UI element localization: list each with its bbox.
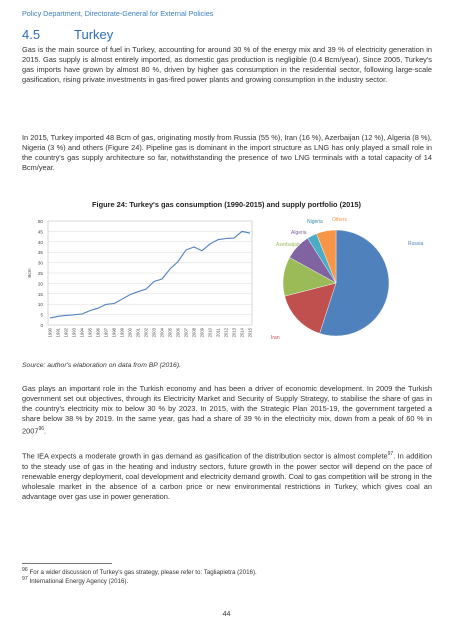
x-tick-label: 2008 <box>191 328 197 338</box>
section-heading <box>22 27 113 42</box>
pie-label-iran: Iran <box>271 335 280 341</box>
paragraph-2: In 2015, Turkey imported 48 Bcm of gas, originating mostly from Russia (55 %), Iran (16 %), Azerbaijan (12 %), Algeria (8 %), Nigeria (3 %) and others (Figure 24). Pipeline gas is dominant in the import structure as LNG has only played a small role in the country's gas supply architecture so far, notwithstanding the presence of two LNG terminals with a total capacity of 14 Bcm/year. <box>22 133 432 173</box>
x-tick-label: 1997 <box>103 328 109 338</box>
paragraph-3-end: . <box>44 426 47 436</box>
pie-label-russia: Russia <box>408 241 424 247</box>
pie-label-algeria: Algeria <box>291 230 307 236</box>
x-tick-label: 2002 <box>143 328 149 338</box>
x-tick-label: 1992 <box>63 328 69 338</box>
x-tick-label: 2006 <box>175 328 181 338</box>
paragraph-4-text: The IEA expects a moderate growth in gas demand as gasification of the distribution sector is almost complete <box>22 451 388 461</box>
footnote-ref-97[interactable]: 97 <box>387 451 394 457</box>
x-tick-label: 1990 <box>47 328 53 338</box>
paragraph-3 <box>22 384 432 437</box>
footnote-97 <box>22 576 128 585</box>
x-tick-label: 2000 <box>127 328 133 338</box>
footnote-marker: 97 <box>22 576 28 582</box>
x-tick-label: 1998 <box>111 328 117 338</box>
x-tick-label: 2013 <box>231 328 237 338</box>
pie-label-azerbaijan: Azerbaijan <box>276 242 300 248</box>
pie-label-others: Others <box>332 217 348 223</box>
x-tick-label: 1994 <box>79 328 85 338</box>
y-tick-label: 35 <box>37 250 43 256</box>
x-tick-label: 2009 <box>199 328 205 338</box>
y-tick-label: 25 <box>37 271 43 276</box>
section-title: Turkey <box>74 27 114 42</box>
page-header: Policy Department, Directorate-General for External Policies <box>22 9 214 18</box>
y-tick-label: 45 <box>37 229 43 235</box>
y-tick-label: 40 <box>37 239 43 245</box>
page-number: 44 <box>222 611 231 618</box>
x-tick-label: 2005 <box>167 328 173 338</box>
footnote-marker: 96 <box>22 567 28 573</box>
pie-label-nigeria: Nigeria <box>307 219 323 225</box>
section-number: 4.5 <box>22 27 41 42</box>
footnote-96 <box>22 567 257 576</box>
x-tick-label: 1999 <box>119 328 125 338</box>
footnote-divider <box>22 563 112 564</box>
y-tick-label: 15 <box>37 291 43 297</box>
x-tick-label: 2011 <box>215 328 221 338</box>
x-tick-label: 2012 <box>223 328 229 338</box>
y-tick-label: 5 <box>40 312 43 318</box>
y-axis-label: Bcm <box>27 268 32 278</box>
x-tick-label: 1996 <box>95 328 101 338</box>
x-tick-label: 1995 <box>87 328 93 338</box>
x-tick-label: 2003 <box>151 328 157 338</box>
x-tick-label: 2015 <box>247 328 253 338</box>
y-tick-label: 50 <box>37 219 43 224</box>
paragraph-4-rest: . In addition to the steady use of gas in the heating and industry sectors, future growth in the power sector will depend on the pace of renewable energy deployment, coal development and electricity demand growth. Coal to gas competition will be strong in the wholesale market in the absence of a carbon price or new environmental restrictions in Turkey, which gives coal an advantage over gas use in power generation. <box>22 451 432 501</box>
y-tick-label: 20 <box>37 281 43 287</box>
y-tick-label: 30 <box>37 260 43 266</box>
x-tick-label: 2014 <box>239 328 245 338</box>
x-tick-label: 2004 <box>159 328 165 338</box>
paragraph-4 <box>22 449 432 502</box>
x-tick-label: 1993 <box>71 328 77 338</box>
paragraph-3-text: Gas plays an important role in the Turkish economy and has been a driver of economic development. In 2009 the Turkish government set out objectives, through its Electricity Market and Security of Supply Strategy, to stabilise the share of gas in the country's electricity mix to below 30 % by 2023. In 2015, with the Strategic Plan 2015-19, the government targeted a share below 38 % by 2019. In the same year, gas had a share of 39 % in the electricity mix, down from a peak of 60 % in 2007 <box>22 384 432 436</box>
x-tick-label: 2001 <box>135 328 141 338</box>
y-tick-label: 0 <box>40 323 43 328</box>
footnote-ref-96[interactable]: 96 <box>38 426 45 433</box>
footnote-text: International Energy Agency (2016). <box>29 578 129 586</box>
figure-title: Figure 24: Turkey's gas consumption (1990-2015) and supply portfolio (2015) <box>92 200 361 209</box>
gas-consumption-line-chart <box>26 213 258 361</box>
supply-portfolio-pie-chart <box>258 213 436 343</box>
y-tick-label: 10 <box>37 302 43 308</box>
figure-source: Source: author's elaboration on data from BP (2016). <box>22 362 181 369</box>
x-tick-label: 2010 <box>207 328 213 338</box>
x-tick-label: 2007 <box>183 328 189 338</box>
footnote-text: For a wider discussion of Turkey's gas strategy, please refer to: Tagliapietra (2016). <box>29 569 257 577</box>
x-tick-label: 1991 <box>55 328 61 338</box>
paragraph-1: Gas is the main source of fuel in Turkey, accounting for around 30 % of the energy mix and 39 % of electricity generation in 2015. Gas supply is almost entirely imported, as domestic gas production is negligible (0.4 Bcm/year). Since 2005, Turkey's gas imports have grown by almost 80 %, driven by higher gas consumption in the residential sector, following large-scale gasification, rising private investments in gas-fired power plants and growing consumption in the industry sector. <box>22 45 432 85</box>
